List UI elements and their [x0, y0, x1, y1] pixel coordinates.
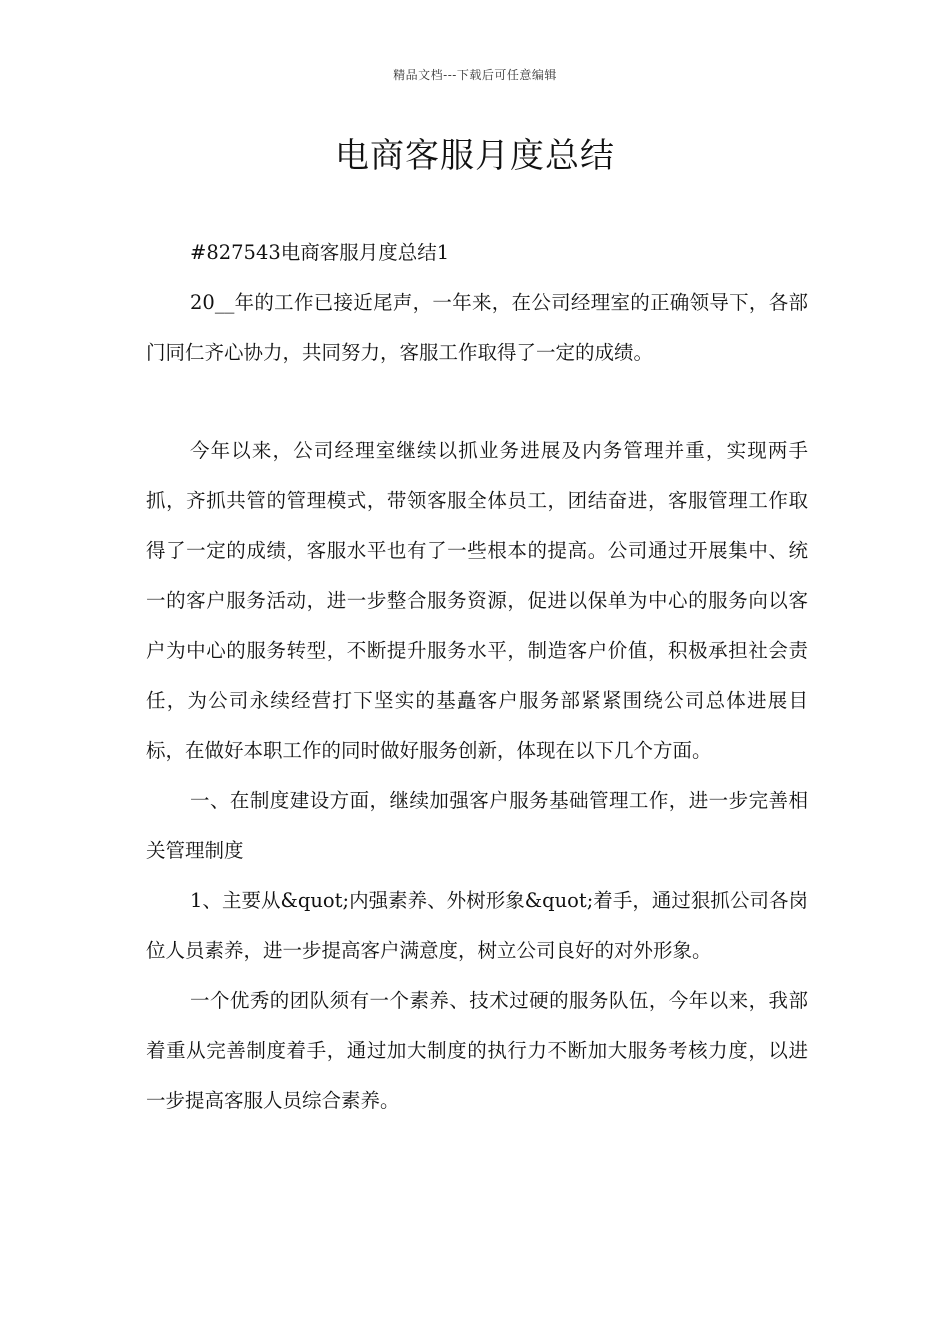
- document-body: [146, 228, 808, 1126]
- paragraph-team: 一个优秀的团队须有一个素养、技术过硬的服务队伍，今年以来，我部着重从完善制度着手，通过加大制度的执行力不断加大服务考核力度，以进一步提高客服人员综合素养。: [146, 989, 808, 1112]
- paragraph-section-one-heading: 一、在制度建设方面，继续加强客户服务基础管理工作，进一步完善相关管理制度: [146, 789, 808, 862]
- paragraph-item-one: 1、主要从&quot;内强素养、外树形象&quot;着手，通过狠抓公司各岗位人员素养，进一步提高客户满意度，树立公司良好的对外形象。: [146, 889, 808, 962]
- page-header-watermark: 精品文档---下载后可任意编辑: [393, 68, 557, 82]
- paragraph-subtitle: #827543电商客服月度总结1: [190, 241, 450, 264]
- paragraph-overview: 今年以来，公司经理室继续以抓业务进展及内务管理并重，实现两手抓，齐抓共管的管理模式，带领客服全体员工，团结奋进，客服管理工作取得了一定的成绩，客服水平也有了一些根本的提高。公司通过开展集中、统一的客户服务活动，进一步整合服务资源，促进以保单为中心的服务向以客户为中心的服务转型，不断提升服务水平，制造客户价值，积极承担社会责任，为公司永续经营打下坚实的基矗客户服务部紧紧围绕公司总体进展目标，在做好本职工作的同时做好服务创新，体现在以下几个方面。: [146, 439, 808, 762]
- document-title: 电商客服月度总结: [335, 136, 615, 176]
- paragraph-intro: 20__年的工作已接近尾声，一年来，在公司经理室的正确领导下，各部门同仁齐心协力，共同努力，客服工作取得了一定的成绩。: [146, 291, 808, 364]
- paragraph-spacer: [146, 378, 808, 426]
